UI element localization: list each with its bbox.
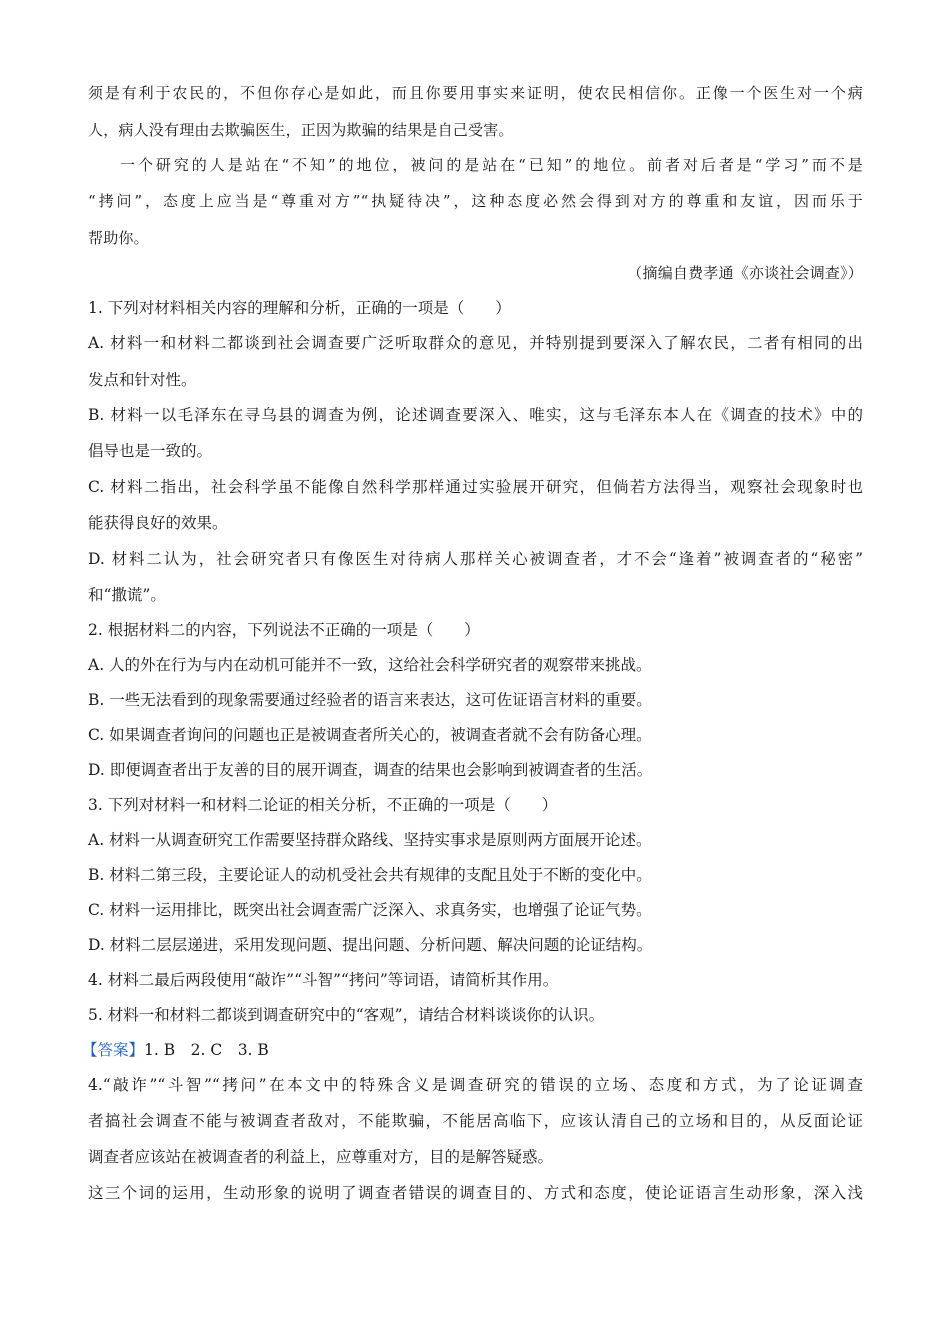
question-2-stem: 2. 根据材料二的内容，下列说法不正确的一项是（ ）: [88, 621, 480, 639]
answer-4-line: 4.“敲诈”“斗智”“拷问”在本文中的特殊含义是调查研究的错误的立场、态度和方式，为了论证调查: [88, 1076, 863, 1094]
question-3-stem: 3. 下列对材料一和材料二论证的相关分析，不正确的一项是（ ）: [88, 796, 558, 814]
passage-line: “拷问”，态度上应当是“尊重对方”“执疑待决”，这种态度必然会得到对方的尊重和友谊，因而乐于: [88, 192, 863, 210]
answer-choices: 1. B 2. C 3. B: [144, 1041, 269, 1059]
question-5-stem: 5. 材料一和材料二都谈到调查研究中的“客观”，请结合材料谈谈你的认识。: [88, 1006, 605, 1024]
q2-option-a: A. 人的外在行为与内在动机可能并不一致，这给社会科学研究者的观察带来挑战。: [88, 656, 652, 674]
question-4-stem: 4. 材料二最后两段使用“敲诈”“斗智”“拷问”等词语，请简析其作用。: [88, 971, 559, 989]
q1-option-b-cont: 倡导也是一致的。: [88, 442, 213, 460]
q2-option-c: C. 如果调查者询问的问题也正是被调查者所关心的，被调查者就不会有防备心理。: [88, 726, 652, 744]
q1-option-d: D. 材料二认为，社会研究者只有像医生对待病人那样关心被调查者，才不会“逢着”被调查者的“秘密”: [88, 550, 863, 568]
q2-option-b: B. 一些无法看到的现象需要通过经验者的语言来表达，这可佐证语言材料的重要。: [88, 691, 652, 709]
answer-4-line: 调查者应该站在被调查者的利益上，应尊重对方，目的是解答疑惑。: [88, 1148, 554, 1166]
passage-line: 一个研究的人是站在“不知”的地位，被问的是站在“已知”的地位。前者对后者是“学习”而不是: [120, 156, 863, 174]
q1-option-a-cont: 发点和针对性。: [88, 371, 197, 389]
q1-option-b: B. 材料一以毛泽东在寻乌县的调查为例，论述调查要深入、唯实，这与毛泽东本人在《调查的技术》中的: [88, 406, 863, 424]
q1-option-c: C. 材料二指出，社会科学虽不能像自然科学那样通过实验展开研究，但倘若方法得当，观察社会现象时也: [88, 478, 863, 496]
passage-line: 须是有利于农民的，不但你存心是如此，而且你要用事实来证明，使农民相信你。正像一个医生对一个病: [88, 84, 863, 102]
answer-4-line: 这三个词的运用，生动形象的说明了调查者错误的调查目的、方式和态度，使论证语言生动形象，深入浅: [88, 1184, 863, 1202]
passage-source: （摘编自费孝通《亦谈社会调查》）: [627, 264, 863, 282]
passage-line: 人，病人没有理由去欺骗医生，正因为欺骗的结果是自己受害。: [88, 121, 514, 139]
answer-4-line: 者搞社会调查不能与被调查者敌对，不能欺骗，不能居高临下，应该认清自己的立场和目的，从反面论证: [88, 1112, 863, 1130]
answer-line: [82, 1039, 857, 1061]
q2-option-d: D. 即便调查者出于友善的目的展开调查，调查的结果也会影响到被调查者的生活。: [88, 761, 653, 779]
passage-line: 帮助你。: [88, 229, 149, 247]
q3-option-b: B. 材料二第三段，主要论证人的动机受社会共有规律的支配且处于不断的变化中。: [88, 866, 652, 884]
q1-option-c-cont: 能获得良好的效果。: [88, 514, 228, 532]
question-1-stem: 1. 下列对材料相关内容的理解和分析，正确的一项是（ ）: [88, 299, 511, 317]
q3-option-d: D. 材料二层层递进，采用发现问题、提出问题、分析问题、解决问题的论证结构。: [88, 936, 653, 954]
q1-option-a: A. 材料一和材料二都谈到社会调查要广泛听取群众的意见，并特别提到要深入了解农民，二者有相同的出: [88, 334, 863, 352]
q3-option-c: C. 材料一运用排比，既突出社会调查需广泛深入、求真务实，也增强了论证气势。: [88, 901, 652, 919]
q1-option-d-cont: 和“撒谎”。: [88, 586, 166, 604]
q3-option-a: A. 材料一从调查研究工作需要坚持群众路线、坚持实事求是原则两方面展开论述。: [88, 831, 652, 849]
answer-tag: 【答案】: [82, 1041, 145, 1059]
